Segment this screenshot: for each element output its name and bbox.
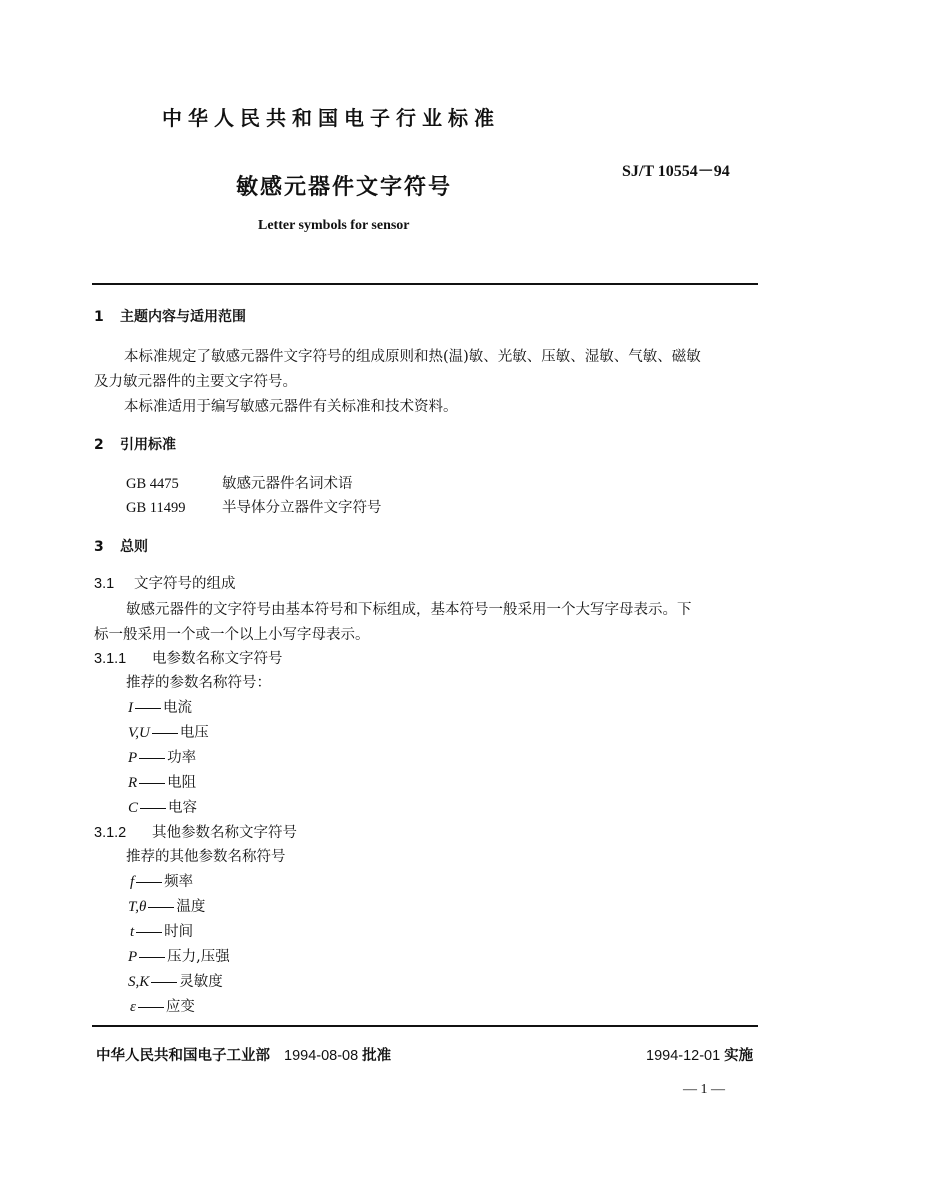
- symbol-item: [128, 895, 205, 916]
- footer-effective: [646, 1044, 753, 1065]
- symbol-item: [130, 995, 195, 1016]
- top-divider: [92, 283, 758, 285]
- symbol-meaning: 电流: [163, 700, 192, 716]
- symbol: f: [130, 874, 135, 890]
- symbol: I: [128, 700, 133, 716]
- reference-code: GB 11499: [126, 500, 186, 516]
- doc-subtitle: Letter symbols for sensor: [258, 218, 410, 233]
- symbol-meaning: 电容: [168, 800, 198, 816]
- em-dash: [139, 758, 165, 759]
- em-dash: [140, 808, 166, 809]
- approve-label: 批准: [362, 1048, 392, 1064]
- symbol-meaning: 时间: [164, 924, 194, 940]
- symbol-item: [128, 746, 196, 767]
- page-number: — 1 —: [683, 1082, 725, 1097]
- paragraph-line: 本标准规定了敏感元器件文字符号的组成原则和热(温)敏、光敏、压敏、湿敏、气敏、磁敏: [124, 349, 701, 365]
- symbol-item: [128, 696, 192, 717]
- section-title: 引用标准: [120, 437, 176, 453]
- symbol-item: [128, 945, 230, 966]
- list-intro: 推荐的参数名称符号：: [126, 675, 271, 691]
- section-number: 2: [94, 437, 104, 453]
- symbol: ε: [130, 999, 136, 1015]
- paragraph-line: 敏感元器件的文字符号由基本符号和下标组成，基本符号一般采用一个大写字母表示。下: [126, 602, 692, 618]
- symbol: t: [130, 924, 135, 940]
- subsection-number: 3.1.2: [94, 825, 127, 841]
- symbol-meaning: 功率: [167, 750, 197, 766]
- em-dash: [148, 907, 174, 908]
- subsection-3-1-heading: [94, 572, 236, 593]
- symbol: V,U: [128, 725, 150, 741]
- symbol-meaning: 应变: [165, 999, 195, 1015]
- subsection-title: 其他参数名称文字符号: [152, 825, 297, 841]
- symbol: P: [128, 750, 138, 766]
- subsection-3-1-2-heading: [94, 821, 297, 842]
- section-2-heading: [94, 434, 176, 454]
- approve-date: 1994-08-08: [284, 1048, 359, 1064]
- org-title: 中华人民共和国电子行业标准: [162, 106, 500, 130]
- symbol-item: [128, 970, 223, 991]
- symbol: T,θ: [128, 899, 147, 915]
- symbol-meaning: 灵敏度: [179, 974, 223, 990]
- em-dash: [136, 932, 162, 933]
- subsection-number: 3.1.1: [94, 651, 127, 667]
- reference-item: [126, 496, 382, 517]
- list-intro: 推荐的其他参数名称符号: [126, 849, 286, 865]
- subsection-3-1-1-heading: [94, 647, 283, 668]
- doc-code: SJ/T 10554－94: [622, 163, 730, 180]
- reference-item: [126, 472, 353, 493]
- symbol-item: [128, 796, 197, 817]
- symbol: P: [128, 949, 138, 965]
- symbol: C: [128, 800, 139, 816]
- symbol-meaning: 压力,压强: [167, 949, 230, 965]
- em-dash: [139, 957, 165, 958]
- subsection-title: 电参数名称文字符号: [152, 651, 283, 667]
- section-3-heading: [94, 536, 148, 556]
- reference-code: GB 4475: [126, 476, 179, 492]
- footer-issuer: [96, 1044, 391, 1065]
- paragraph-line: 及力敏元器件的主要文字符号。: [94, 374, 297, 390]
- subsection-title: 文字符号的组成: [134, 576, 236, 592]
- paragraph: 本标准适用于编写敏感元器件有关标准和技术资料。: [124, 399, 458, 415]
- em-dash: [151, 982, 177, 983]
- em-dash: [152, 733, 178, 734]
- reference-title: 敏感元器件名词术语: [222, 476, 353, 492]
- em-dash: [135, 708, 161, 709]
- bottom-divider: [92, 1025, 758, 1027]
- reference-title: 半导体分立器件文字符号: [222, 500, 382, 516]
- em-dash: [139, 783, 165, 784]
- symbol-item: [128, 771, 196, 792]
- symbol-item: [130, 920, 193, 941]
- section-title: 主题内容与适用范围: [120, 309, 246, 325]
- issuer-name: 中华人民共和国电子工业部: [96, 1048, 270, 1064]
- symbol-meaning: 电压: [179, 725, 209, 741]
- effective-date: 1994-12-01: [646, 1048, 721, 1064]
- section-1-heading: [94, 306, 246, 326]
- em-dash: [138, 1007, 164, 1008]
- section-title: 总则: [120, 539, 148, 555]
- em-dash: [136, 882, 162, 883]
- symbol-meaning: 温度: [176, 899, 206, 915]
- symbol-item: [128, 721, 209, 742]
- symbol-item: [130, 870, 193, 891]
- paragraph-line: 标一般采用一个或一个以上小写字母表示。: [94, 627, 370, 643]
- section-number: 3: [94, 539, 104, 555]
- subsection-number: 3.1: [94, 576, 115, 592]
- symbol-meaning: 电阻: [167, 775, 197, 791]
- doc-title: 敏感元器件文字符号: [236, 175, 453, 200]
- effective-label: 实施: [724, 1048, 754, 1064]
- symbol-meaning: 频率: [164, 874, 194, 890]
- section-number: 1: [94, 309, 104, 325]
- symbol: S,K: [128, 974, 150, 990]
- symbol: R: [128, 775, 138, 791]
